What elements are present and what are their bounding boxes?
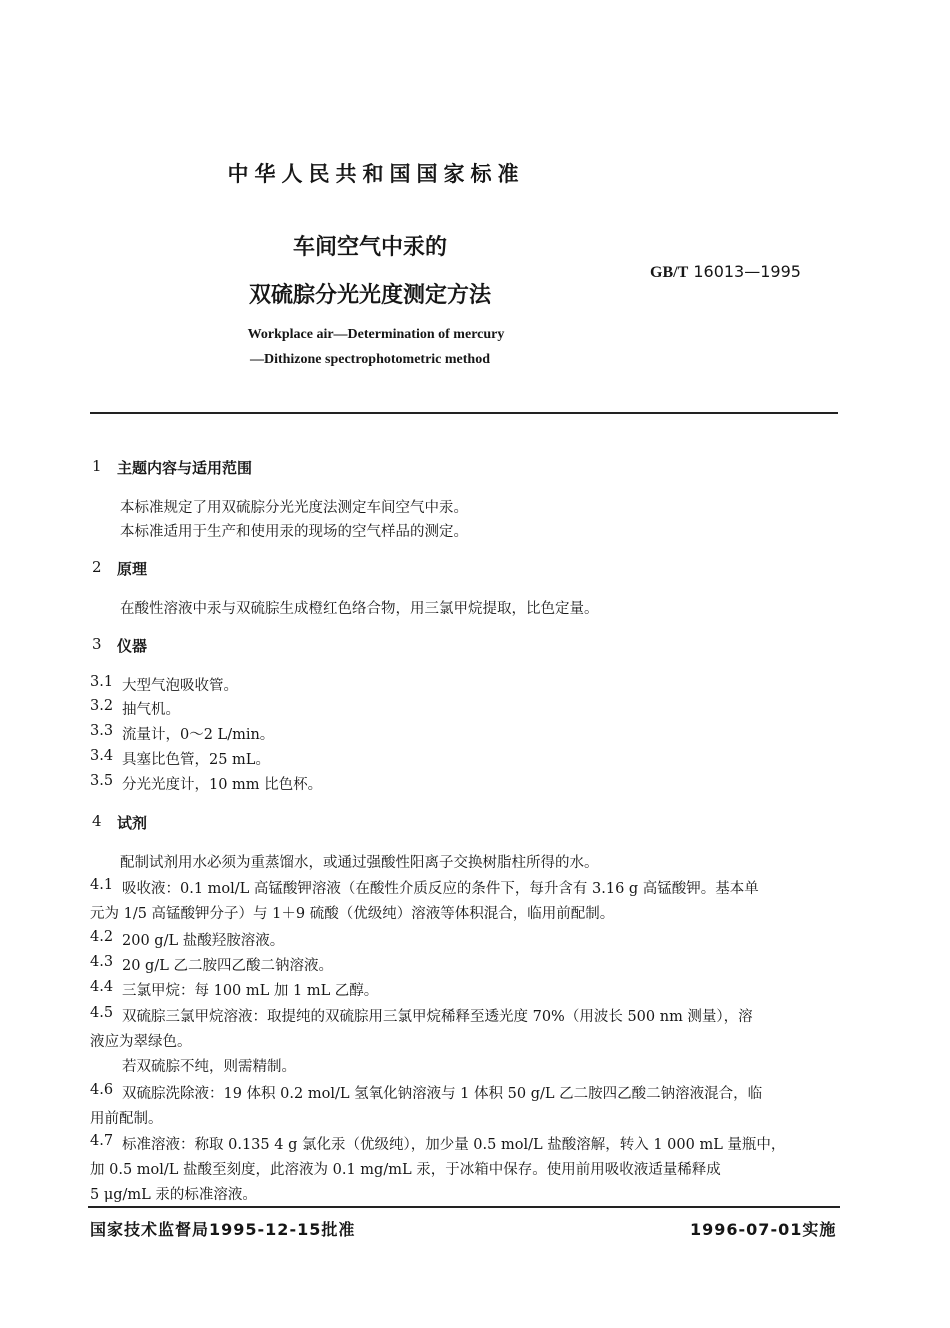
standard-prefix: GB/T (650, 264, 689, 281)
item-number: 3.2 (90, 698, 114, 714)
section-4-intro: 配制试剂用水必须为重蒸馏水，或通过强酸性阳离子交换树脂柱所得的水。 (120, 855, 599, 871)
section-number: 1 (92, 457, 102, 475)
english-title-line-2: —Dithizone spectrophotometric method (249, 352, 491, 367)
section-2-paragraph-1: 在酸性溶液中汞与双硫腙生成橙红色络合物，用三氯甲烷提取，比色定量。 (120, 601, 599, 617)
item-number: 3.5 (90, 773, 114, 789)
section-title: 仪器 (117, 637, 148, 655)
title-line-1: 车间空气中汞的 (292, 235, 447, 260)
item-note: 若双硫腙不纯，则需精制。 (122, 1059, 296, 1075)
item-number: 4.4 (90, 979, 114, 995)
item-text: 200 g/L 盐酸羟胺溶液。 (122, 933, 285, 949)
title-line-2: 双硫腙分光光度测定方法 (248, 283, 491, 308)
item-number: 4.1 (90, 877, 114, 893)
item-continuation: 用前配制。 (90, 1111, 163, 1127)
approval-date: 国家技术监督局1995-12-15批准 (90, 1220, 356, 1239)
section-number: 3 (92, 635, 102, 653)
section-number: 2 (92, 558, 102, 576)
section-title: 主题内容与适用范围 (117, 459, 253, 477)
item-text: 具塞比色管，25 mL。 (122, 752, 270, 768)
item-continuation: 元为 1/5 高锰酸钾分子）与 1＋9 硫酸（优级纯）溶液等体积混合，临用前配制。 (90, 906, 615, 922)
item-text: 分光光度计，10 mm 比色杯。 (122, 777, 323, 793)
standard-number (650, 262, 801, 282)
item-number: 4.2 (90, 929, 114, 945)
item-continuation: 5 μg/mL 汞的标准溶液。 (90, 1187, 257, 1203)
section-title: 原理 (117, 560, 148, 578)
english-title-line-1: Workplace air—Determination of mercury (247, 327, 505, 342)
item-text: 吸收液：0.1 mol/L 高锰酸钾溶液（在酸性介质反应的条件下，每升含有 3.16 g 高锰酸钾。基本单 (122, 881, 759, 897)
implementation-date: 1996-07-01实施 (690, 1220, 837, 1239)
item-number: 3.3 (90, 723, 114, 739)
item-text: 抽气机。 (122, 702, 180, 718)
section-number: 4 (92, 812, 102, 830)
national-standard-heading: 中华人民共和国国家标准 (227, 162, 525, 186)
item-number: 4.7 (90, 1133, 114, 1149)
item-text: 标准溶液：称取 0.135 4 g 氯化汞（优级纯），加少量 0.5 mol/L 盐酸溶解，转入 1 000 mL 量瓶中， (122, 1137, 786, 1153)
item-text: 双硫腙洗除液：19 体积 0.2 mol/L 氢氧化钠溶液与 1 体积 50 g/L 乙二胺四乙酸二钠溶液混合，临 (122, 1086, 763, 1102)
footer-divider (88, 1206, 840, 1208)
standard-code: 16013—1995 (693, 262, 801, 281)
item-text: 三氯甲烷：每 100 mL 加 1 mL 乙醇。 (122, 983, 379, 999)
section-1-paragraph-2: 本标准适用于生产和使用汞的现场的空气样品的测定。 (120, 524, 468, 540)
item-number: 4.6 (90, 1082, 114, 1098)
item-continuation: 加 0.5 mol/L 盐酸至刻度，此溶液为 0.1 mg/mL 汞，于冰箱中保存。使用前用吸收液适量稀释成 (90, 1162, 721, 1178)
item-text: 20 g/L 乙二胺四乙酸二钠溶液。 (122, 958, 333, 974)
section-title: 试剂 (117, 814, 148, 832)
section-1-paragraph-1: 本标准规定了用双硫腙分光光度法测定车间空气中汞。 (120, 500, 468, 516)
item-number: 3.4 (90, 748, 114, 764)
item-text: 大型气泡吸收管。 (122, 678, 238, 694)
item-text: 流量计，0～2 L/min。 (122, 727, 275, 743)
item-number: 3.1 (90, 674, 114, 690)
item-number: 4.3 (90, 954, 114, 970)
item-text: 双硫腙三氯甲烷溶液：取提纯的双硫腙用三氯甲烷稀释至透光度 70%（用波长 500 nm 测量），溶 (122, 1009, 753, 1025)
item-continuation: 液应为翠绿色。 (90, 1034, 192, 1050)
item-number: 4.5 (90, 1005, 114, 1021)
header-divider (90, 412, 838, 414)
